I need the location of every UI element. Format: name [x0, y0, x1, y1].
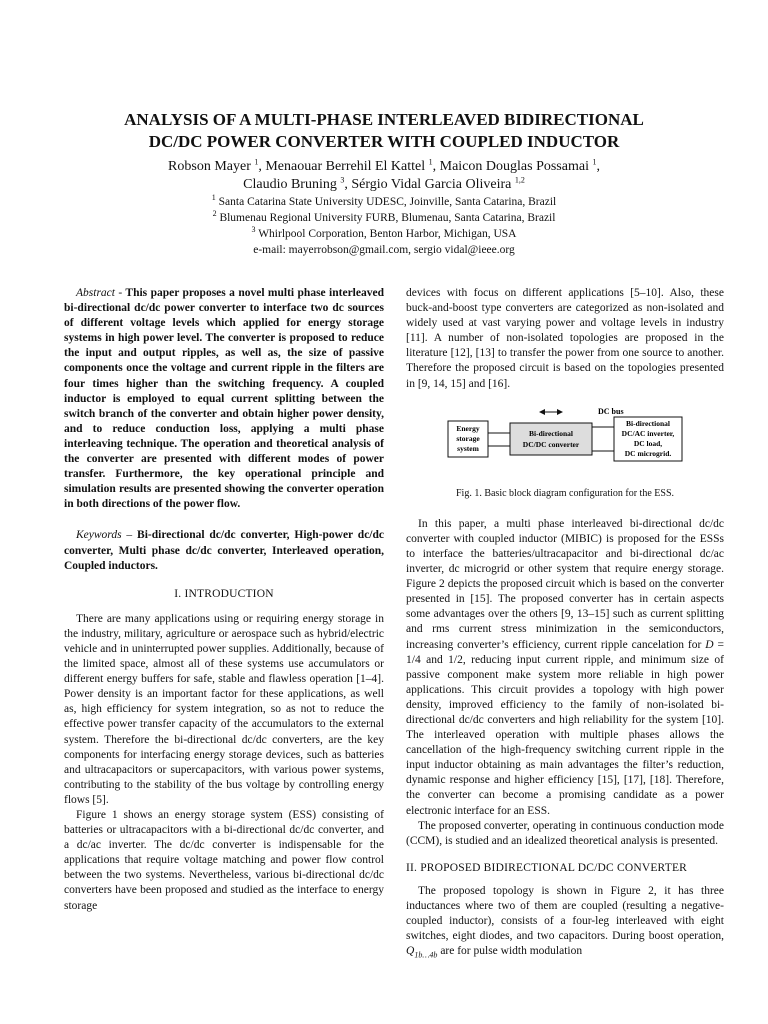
- affiliation-text: Whirlpool Corporation, Benton Harbor, Michigan, USA: [255, 228, 517, 240]
- author-line-1: [40, 158, 728, 176]
- author-affil-mark: 1: [428, 157, 433, 167]
- author-list: [40, 158, 728, 194]
- keywords-text: Bi-directional dc/dc converter, High-power dc/dc converter, Multi phase dc/dc converter, Interleaved operation, Coupled inductors.: [64, 529, 385, 572]
- paragraph-text: In this paper, a multi phase interleaved bi-directional dc/dc converter with coupled inductor (MIBIC) is proposed for the ESSs to interface the batteries/ultracapacitor and bi-directional dc/ac inverter, dc microgrid or other system that require energy storage. Figure 2 depicts the proposed circuit which is based on the converter presented in [15]. The proposed converter has in certain aspects some advantages over the others [9, 13–15] such as current splitting and rms current stress minimization in the semiconductors, increasing converter’s efficiency, current ripple cancelation for: [406, 517, 724, 651]
- figure-1: [406, 402, 724, 480]
- abstract-label: Abstract -: [76, 287, 123, 299]
- paragraph: devices with focus on different applications [5–10]. Also, these buck-and-boost type converters are categorized as non-isolated and widely used at vast varying power and voltage levels in industry [11]. A number of non-isolated topologies are proposed in the literature [12], [13] to transfer the power from one source to another. Therefore the proposed circuit is based on the topologies presented in [9, 14, 15] and [16].: [406, 287, 724, 390]
- abstract-text: This paper proposes a novel multi phase interleaved bi-directional dc/dc power converter to interface two dc sources of different voltage levels which applied for energy storage systems in high power level. The converter is proposed to reduce the input and output ripples, as well as, the size of passive components once the voltage and current ripple in the filters are four times higher than the switching frequency. A coupled inductor is employed to equal current splitting between the switch branch of the converter and obtain higher power density, and to reduce conduction loss, applying a multi phase interleaving technique. The operation and theoretical analysis of the converter are presented with different modes of power transfer. Furthermore, the key operational principle and simulation results are presented showing the converter operation in both directions of the power flow.: [64, 287, 384, 511]
- author-affil-mark: 1,2: [514, 175, 525, 185]
- title-line-1: ANALYSIS OF A MULTI-PHASE INTERLEAVED BIDIRECTIONAL: [124, 110, 644, 129]
- block-diagram: [406, 402, 724, 480]
- email-line: e-mail: mayerrobson@gmail.com, sergio vidal@ieee.org: [253, 244, 515, 256]
- author-name: Claudio Bruning: [243, 177, 337, 192]
- box-label: Bi-directional: [625, 418, 671, 428]
- author-separator: ,: [596, 159, 600, 174]
- box-label: DC load,: [633, 438, 663, 448]
- author-affil-mark: 3: [340, 175, 345, 185]
- affil-mark: 3: [251, 225, 256, 235]
- paragraph-text: The proposed topology is shown in Figure 2, it has three inductances where two of them are coupled (resulting a negative-coupled inductor), consists of a four-leg interleaved with eight switches, eight diodes, and two capacitors. During boost operation,: [406, 884, 724, 943]
- paragraph: There are many applications using or requiring energy storage in the industry, military, agriculture or aerospace such as hybrid/electric vehicle and in uninterrupted power supplies. Additionally, because of the limited space, almost all of these systems use accumulators or different energy buffers for safe, stable and flawless operation [1–4]. Power density is an important factor for these applications, as well as, high efficiency for system integration, so as not to reduce the effective power transfer capacity of the accumulators to the external system. Therefore the bi-directional dc/dc converters, are the key components for interfacing energy storage devices, such as batteries and ultracapacitors or supercapacitors, with various power systems, contributing to the stability of the bus voltage by controlling energy flows [5].: [64, 612, 384, 806]
- paragraph: The proposed converter, operating in continuous conduction mode (CCM), is studied and an idealized theoretical analysis is presented.: [406, 819, 724, 847]
- paragraph-text: and: [420, 653, 449, 666]
- affiliation-text: Santa Catarina State University UDESC, Joinville, Santa Catarina, Brazil: [215, 196, 557, 208]
- right-column: [406, 286, 724, 963]
- math-subscript: 1b…4b: [414, 950, 438, 960]
- box-label: Energy: [456, 423, 480, 433]
- author-affil-mark: 1: [254, 157, 259, 167]
- figure-caption: Fig. 1. Basic block diagram configuration for the ESS.: [455, 487, 675, 499]
- box-label: storage: [456, 433, 480, 443]
- box-label: Bi-directional: [528, 428, 574, 438]
- math-variable: D: [705, 638, 714, 651]
- paragraph: Figure 1 shows an energy storage system (ESS) consisting of batteries or ultracapacitors with a bi-directional dc/dc converter, and a dc/ac inverter. The dc/dc converter is indispensable for the applications that require voltage matching and power flow control between the two systems. Nevertheless, various bi-directional dc/dc converters have been proposed and studied as the interface to energy storage: [64, 809, 384, 912]
- box-label: DC/AC inverter,: [621, 428, 675, 438]
- affiliation-line: [40, 210, 728, 226]
- paragraph: [406, 884, 724, 963]
- paragraph: [406, 517, 724, 819]
- author-name: , Maicon Douglas Possamai: [432, 159, 589, 174]
- dcdc-converter-box: [510, 423, 592, 455]
- math-expression: = 1/4: [406, 638, 724, 666]
- left-column: [64, 286, 384, 914]
- box-label: DC microgrid.: [624, 448, 672, 458]
- author-name: , Menaouar Berrehil El Kattel: [258, 159, 426, 174]
- section-heading-introduction: I. INTRODUCTION: [174, 587, 274, 600]
- author-name: Robson Mayer: [168, 159, 251, 174]
- abstract: [64, 286, 384, 512]
- paragraph-text: are for pulse width modulation: [437, 945, 583, 958]
- box-label: DC/DC converter: [522, 439, 580, 449]
- math-expression: 1/2: [448, 653, 463, 666]
- affiliation-line: [40, 226, 728, 242]
- affiliation-line: [40, 194, 728, 210]
- author-line-2: [40, 176, 728, 194]
- math-variable: Q: [406, 945, 415, 958]
- paper-title: [40, 109, 728, 153]
- affiliation-block: [40, 194, 728, 258]
- paragraph-text: , reducing input current ripple, and minimum size of passive component make system more reliable in high power applications. This circuit provides a topology with high power density, improved efficiency to the family of non-isolated bi-directional dc/dc converters and high reliability for the system [10]. The interleaved operation with multiple phases allows the cancellation of the high-frequency switching current ripple in the input inductor obtaining as main advantages the filter’s reduction, dynamic response and higher efficiency [15], [17], [18]. Therefore, the converter can become a promising candidate as a power electronic interface for an ESS.: [406, 653, 724, 817]
- affil-mark: 2: [212, 209, 217, 219]
- dc-bus-label: DC bus: [598, 406, 624, 416]
- author-name: , Sérgio Vidal Garcia Oliveira: [344, 177, 512, 192]
- author-affil-mark: 1: [592, 157, 597, 167]
- keywords: [64, 528, 384, 573]
- box-label: system: [457, 443, 479, 453]
- title-line-2: DC/DC POWER CONVERTER WITH COUPLED INDUCTOR: [148, 132, 620, 151]
- affil-mark: 1: [211, 193, 216, 203]
- section-heading-proposed-converter: II. PROPOSED BIDIRECTIONAL DC/DC CONVERTER: [406, 861, 688, 874]
- keywords-label: Keywords –: [76, 529, 133, 542]
- affiliation-text: Blumenau Regional University FURB, Blumenau, Santa Catarina, Brazil: [216, 212, 556, 224]
